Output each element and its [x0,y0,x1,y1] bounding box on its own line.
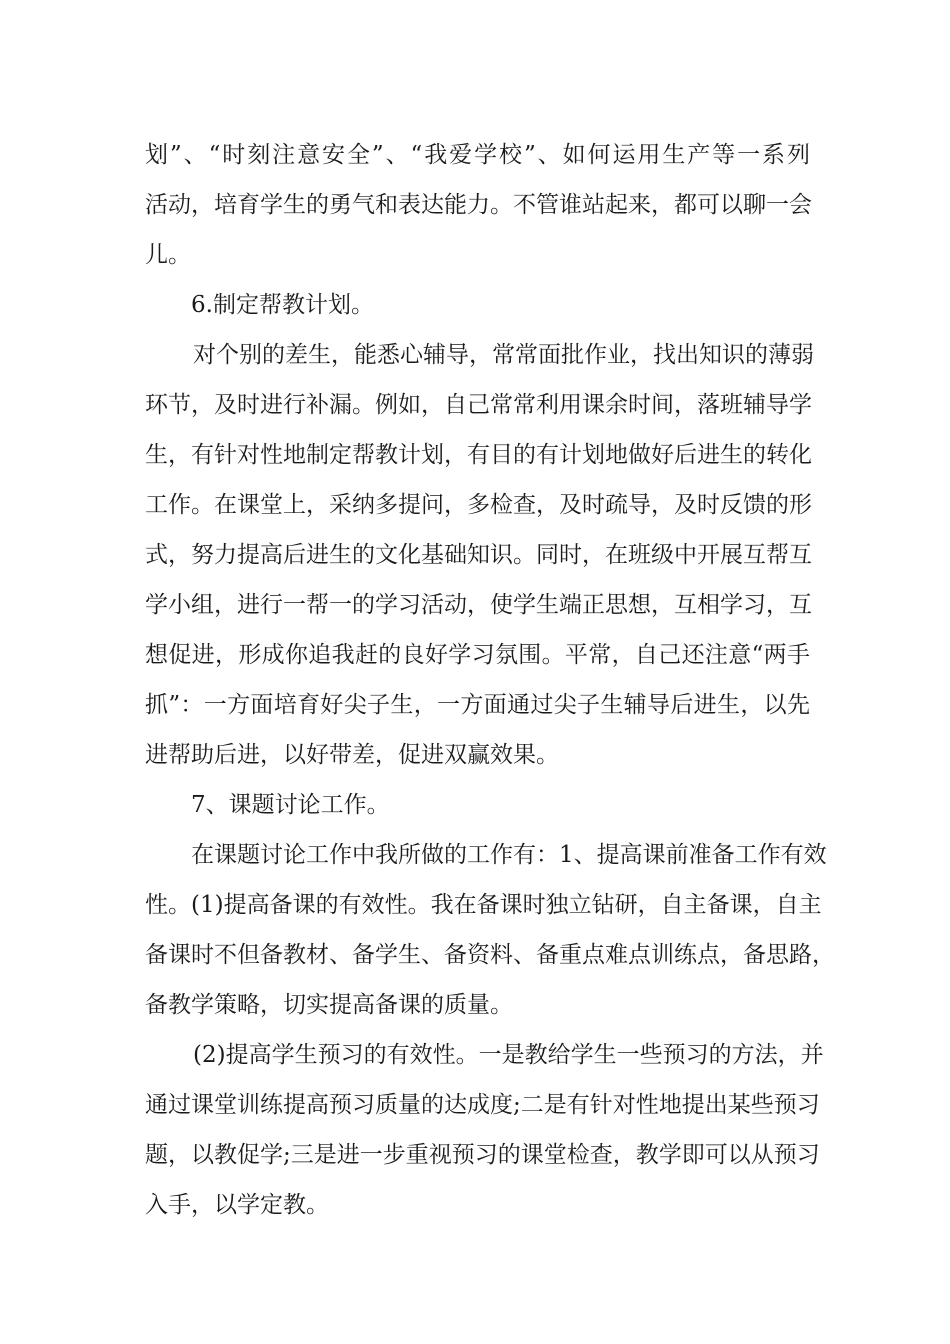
text-line: 对个别的差生，能悉心辅导，常常面批作业，找出知识的薄弱 [193,342,814,368]
text-line: 式，努力提高后进生的文化基础知识。同时，在班级中开展互帮互 [145,542,812,568]
section-heading-6 [145,280,810,330]
section-heading-7 [145,780,810,830]
text-line: 备课时不但备教材、备学生、备资料、备重点难点训练点，备思路， [145,942,835,968]
heading-line: 6.制定帮教计划。 [191,292,374,318]
text-line: 备教学策略，切实提高备课的质量。 [145,992,513,1018]
text-line: 环节，及时进行补漏。例如，自己常常利用课余时间，落班辅导学 [145,392,812,418]
text-line: 性。(1)提高备课的有效性。我在备课时独立钻研，自主备课，自主 [145,892,822,918]
paragraph-tutoring [145,330,814,780]
text-line: 想促进，形成你追我赶的良好学习氛围。平常，自己还注意“两手 [145,642,810,668]
text-line: 在课题讨论工作中我所做的工作有：1、提高课前准备工作有效 [191,842,827,868]
text-line: (2)提高学生预习的有效性。一是教给学生一些预习的方法，并 [193,1042,824,1068]
text-line: 工作。在课堂上，采纳多提问，多检查，及时疏导，及时反馈的形 [145,492,812,518]
paragraph-preview [145,1030,824,1230]
text-line: 生，有针对性地制定帮教计划，有目的有计划地做好后进生的转化 [145,442,812,468]
text-line: 抓”：一方面培育好尖子生，一方面通过尖子生辅导后进生，以先 [145,692,810,718]
text-line: 学小组，进行一帮一的学习活动，使学生端正思想，互相学习，互 [145,592,812,618]
text-line: 儿。 [145,242,191,268]
paragraph-research [145,830,835,1030]
text-line: 活动，培育学生的勇气和表达能力。不管谁站起来，都可以聊一会 [145,192,812,218]
text-line: 划”、“时刻注意安全”、“我爱学校”、如何运用生产等一系列 [145,142,810,168]
text-line: 题，以教促学;三是进一步重视预习的课堂检查，教学即可以从预习 [145,1142,820,1168]
text-line: 进帮助后进，以好带差，促进双赢效果。 [145,742,559,768]
heading-line: 7、课题讨论工作。 [191,792,390,818]
paragraph-activities [145,130,810,280]
text-line: 通过课堂训练提高预习质量的达成度;二是有针对性地提出某些预习 [145,1092,820,1118]
document-body [145,130,835,1230]
text-line: 入手，以学定教。 [145,1192,329,1218]
